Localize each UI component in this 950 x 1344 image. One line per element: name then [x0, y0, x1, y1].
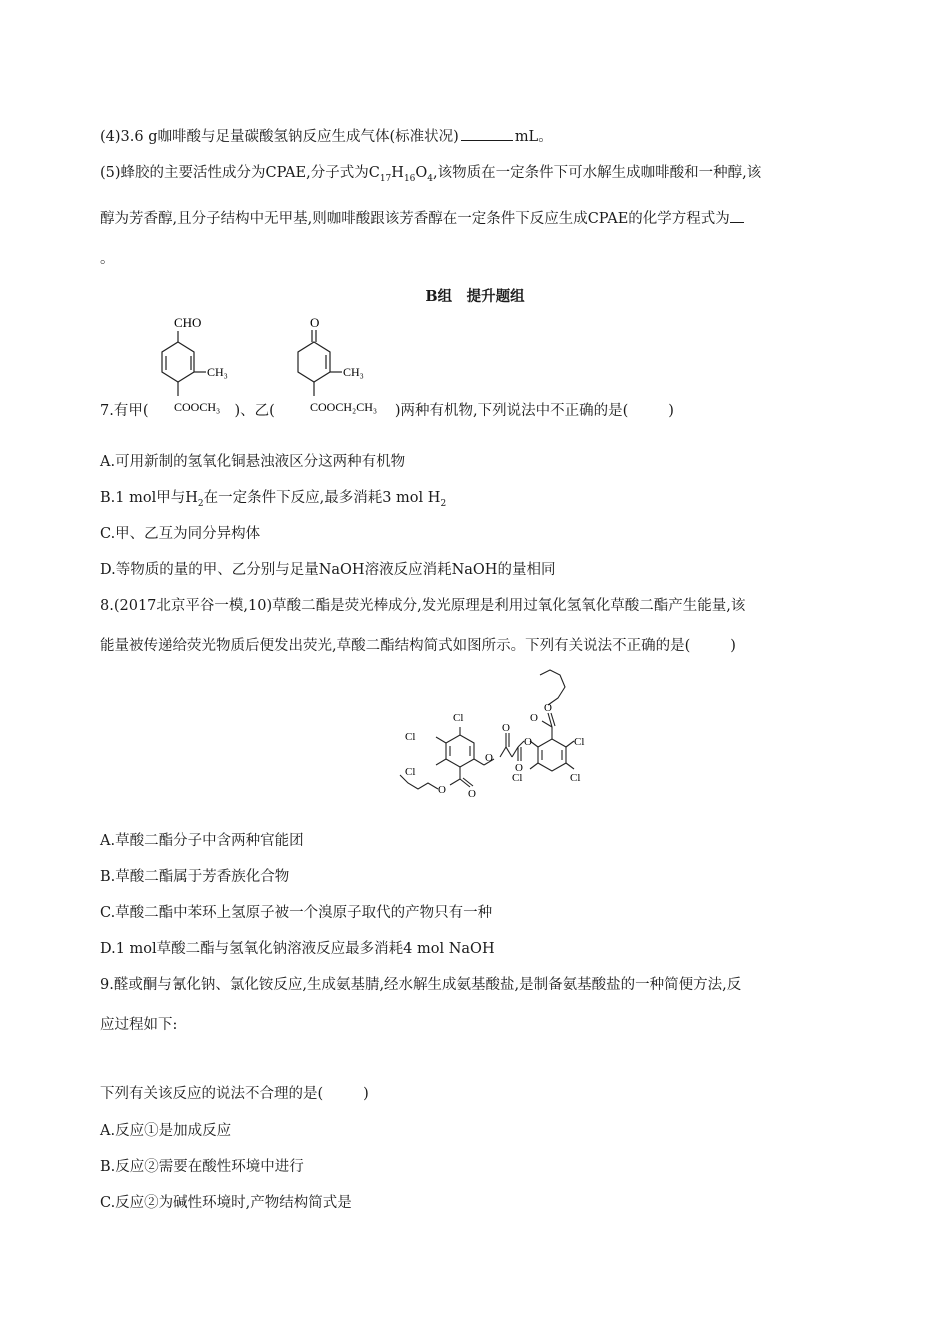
- q8-option-a: A.草酸二酯分子中含两种官能团: [100, 833, 304, 849]
- q8-option-d: D.1 mol草酸二酯与氢氧化钠溶液反应最多消耗4 mol NaOH: [100, 941, 495, 957]
- q4-text: (4)3.6 g咖啡酸与足量碳酸氢钠反应生成气体(标准状况): [100, 129, 459, 145]
- q5-period: 。: [100, 251, 115, 267]
- subscript: 17: [379, 173, 392, 184]
- q9-stem-b: ): [363, 1086, 369, 1102]
- answer-blank: [461, 126, 513, 141]
- q7-option-c: C.甲、乙互为同分异构体: [100, 526, 261, 542]
- cl-label: Cl: [570, 772, 581, 784]
- q8-stem: 能量被传递给荧光物质后便发出荧光,草酸二酯结构简式如图所示。下列有关说法不正确的是(: [100, 638, 691, 654]
- question-8-line-2: [100, 636, 736, 656]
- struct-label: O: [310, 315, 320, 330]
- subscript: 2: [197, 498, 204, 509]
- question-9-line-1: 9.醛或酮与氰化钠、氯化铵反应,生成氨基腈,经水解生成氨基酸盐,是制备氨基酸盐的一种简便方法,反: [100, 977, 742, 993]
- subscript: 2: [440, 498, 447, 509]
- struct-label: COOCH₂CH₃: [310, 400, 378, 414]
- q9-stem-a: 下列有关该反应的说法不合理的是(: [100, 1086, 324, 1102]
- subscript: 4: [427, 173, 434, 184]
- structure-oxalate-diester: [390, 665, 610, 810]
- q7-option-b: [100, 488, 446, 514]
- q7-stem-d: ): [668, 403, 674, 419]
- subscript: 16: [403, 173, 416, 184]
- q7-stem-a: 7.有甲(: [100, 403, 149, 419]
- q7-stem-c: )两种有机物,下列说法中不正确的是(: [394, 403, 629, 419]
- o-label: O: [515, 762, 523, 774]
- q5-o: O: [415, 165, 428, 181]
- struct-label: CH₃: [207, 365, 228, 379]
- q9-option-b: B.反应②需要在酸性环境中进行: [100, 1159, 304, 1175]
- answer-blank: [730, 208, 744, 223]
- cl-label: Cl: [405, 766, 416, 778]
- q7-option-d: D.等物质的量的甲、乙分别与足量NaOH溶液反应消耗NaOH的量相同: [100, 562, 556, 578]
- q9-option-a: A.反应①是加成反应: [100, 1123, 232, 1139]
- question-9-line-2: 应过程如下:: [100, 1017, 178, 1033]
- question-9-stem: [100, 1084, 369, 1104]
- q8-paren: ): [730, 638, 736, 654]
- o-label: O: [530, 712, 538, 724]
- q8-option-c: C.草酸二酯中苯环上氢原子被一个溴原子取代的产物只有一种: [100, 905, 493, 921]
- cl-label: Cl: [405, 731, 416, 743]
- q7-optb-a: B.1 mol甲与H: [100, 490, 198, 506]
- q7-stem-b: )、乙(: [234, 403, 275, 419]
- question-4: [100, 126, 553, 147]
- q8-option-b: B.草酸二酯属于芳香族化合物: [100, 869, 290, 885]
- cl-label: Cl: [574, 736, 585, 748]
- question-8-line-1: 8.(2017北京平谷一模,10)草酸二酯是荧光棒成分,发光原理是利用过氧化氢氧化草酸二酯产生能量,该: [100, 598, 746, 614]
- question-5-line-2: [100, 208, 744, 229]
- q7-optb-b: 在一定条件下反应,最多消耗3 mol H: [203, 490, 441, 506]
- struct-label: CHO: [174, 315, 202, 330]
- cl-label: Cl: [512, 772, 523, 784]
- q7-option-a: A.可用新制的氢氧化铜悬浊液区分这两种有机物: [100, 454, 406, 470]
- q4-unit: mL。: [514, 129, 553, 145]
- struct-label: CH₃: [343, 365, 364, 379]
- question-7-stem: [100, 401, 674, 421]
- o-label: O: [524, 736, 532, 748]
- o-label: O: [502, 722, 510, 734]
- q5-h: H: [391, 165, 404, 181]
- struct-label: COOCH₃: [174, 400, 221, 414]
- section-title: B组 提升题组: [425, 288, 525, 305]
- q5-text-c: 醇为芳香醇,且分子结构中无甲基,则咖啡酸跟该芳香醇在一定条件下反应生成CPAE的化学方程式为: [100, 211, 730, 227]
- question-5-line-1: [100, 163, 761, 189]
- q9-option-c: C.反应②为碱性环境时,产物结构简式是: [100, 1195, 352, 1211]
- o-label: O: [544, 702, 552, 714]
- o-label: O: [468, 788, 476, 800]
- q5-text-b: ,该物质在一定条件下可水解生成咖啡酸和一种醇,该: [433, 165, 762, 181]
- o-label: O: [485, 752, 493, 764]
- o-label: O: [438, 784, 446, 796]
- cl-label: Cl: [453, 712, 464, 724]
- q5-text-a: (5)蜂胶的主要活性成分为CPAE,分子式为C: [100, 165, 380, 181]
- question-5-line-3: [100, 249, 115, 269]
